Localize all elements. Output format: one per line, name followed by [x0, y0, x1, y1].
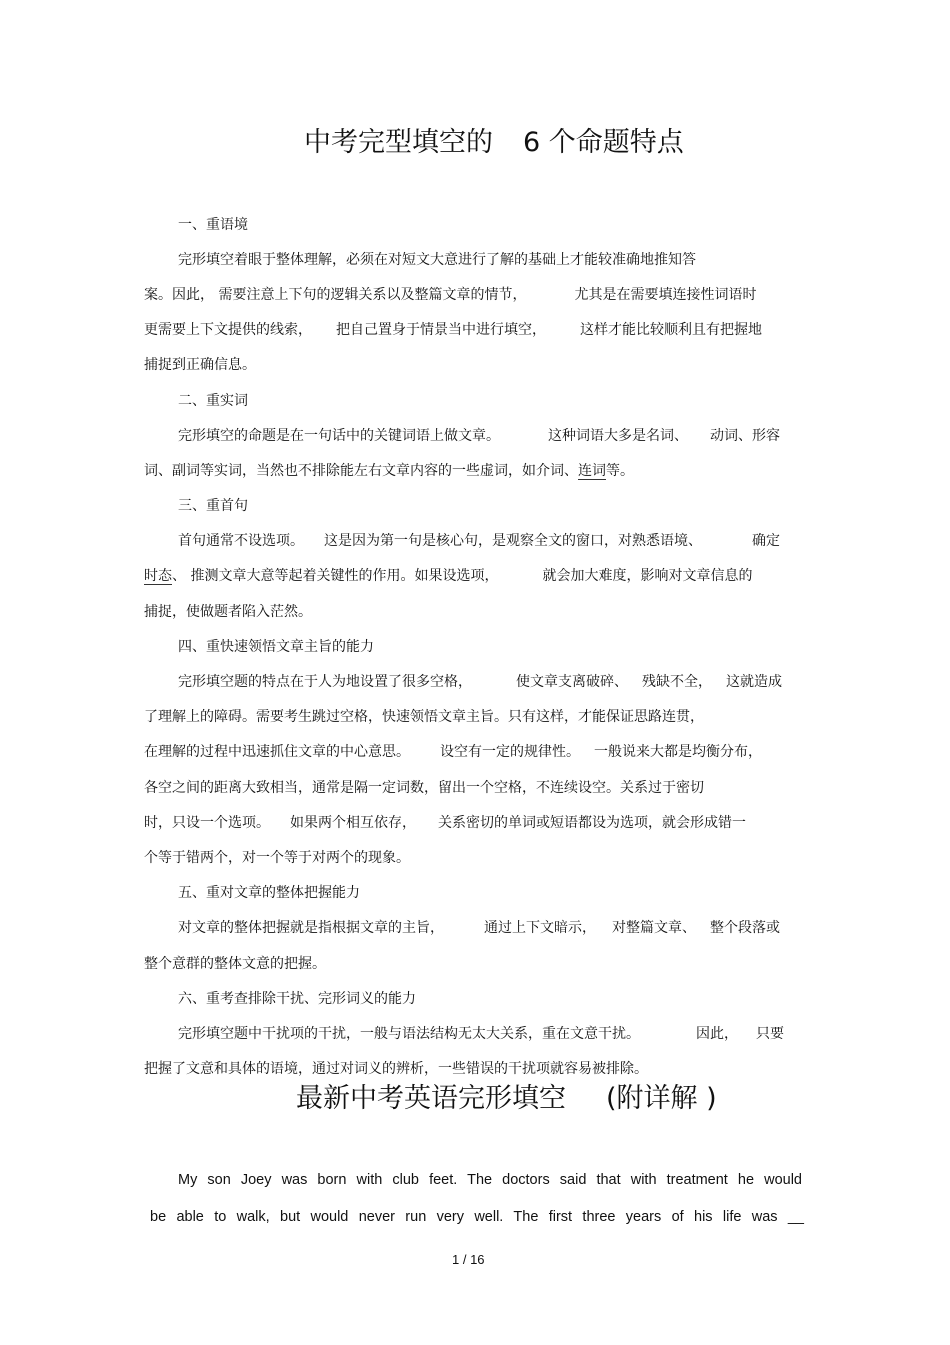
section-title — [296, 1082, 717, 1116]
paragraph-line: 词、副词等实词，当然也不排除能左右文章内容的一些虚词，如介词、连词等。 — [144, 463, 634, 479]
paragraph-line: 了理解上的障碍。需要考生跳过空格，快速领悟文章主旨。只有这样，才能保证思路连贯， — [144, 709, 704, 725]
section-heading-3: 三、重首句 — [178, 498, 248, 514]
paragraph-line: 首句通常不设选项。 这是因为第一句是核心句，是观察全文的窗口，对熟悉语境、 确定 — [178, 533, 780, 549]
paragraph-line: 完形填空的命题是在一句话中的关键词语上做文章。 这种词语大多是名词、 动词、形容 — [178, 428, 780, 444]
page-title — [304, 126, 684, 160]
paragraph-line: 对文章的整体把握就是指根据文章的主旨， 通过上下文暗示， 对整篇文章、 整个段落或 — [178, 920, 780, 936]
english-passage-line: be able to walk, but would never run very well. The first three years of his life was __ — [150, 1209, 804, 1225]
paragraph-line: 在理解的过程中迅速抓住文章的中心意思。 设空有一定的规律性。 一般说来大都是均衡分布， — [144, 744, 762, 760]
title-part-right: 6 个命题特点 — [523, 127, 684, 158]
section-heading-4: 四、重快速领悟文章主旨的能力 — [178, 639, 374, 655]
paragraph-line: 时态、 推测文章大意等起着关键性的作用。如果设选项， 就会加大难度，影响对文章信息的 — [144, 568, 753, 584]
paragraph-line: 更需要上下文提供的线索， 把自己置身于情景当中进行填空， 这样才能比较顺利且有把握地 — [144, 322, 762, 338]
paragraph-line: 案。因此， 需要注意上下句的逻辑关系以及整篇文章的情节， 尤其是在需要填连接性词语时 — [144, 287, 757, 303]
underlined-term: 连词 — [578, 463, 606, 479]
title-part-left: 最新中考英语完形填空 — [296, 1083, 566, 1114]
paragraph-line: 捕捉，使做题者陷入茫然。 — [144, 604, 312, 620]
section-heading-6: 六、重考查排除干扰、完形词义的能力 — [178, 991, 416, 1007]
paragraph-line: 时，只设一个选项。 如果两个相互依存， 关系密切的单词或短语都设为选项，就会形成错一 — [144, 815, 746, 831]
section-heading-5: 五、重对文章的整体把握能力 — [178, 885, 360, 901]
paragraph-line: 把握了文意和具体的语境，通过对词义的辨析，一些错误的干扰项就容易被排除。 — [144, 1061, 648, 1077]
section-heading-2: 二、重实词 — [178, 393, 248, 409]
paragraph-line: 各空之间的距离大致相当，通常是隔一定词数，留出一个空格，不连续设空。关系过于密切 — [144, 780, 704, 796]
page-number: 1 / 16 — [452, 1252, 485, 1267]
paragraph-line: 完形填空着眼于整体理解，必须在对短文大意进行了解的基础上才能较准确地推知答 — [178, 252, 696, 268]
paragraph-line: 捕捉到正确信息。 — [144, 357, 256, 373]
paragraph-line: 完形填空题的特点在于人为地设置了很多空格， 使文章支离破碎、 残缺不全， 这就造成 — [178, 674, 782, 690]
paragraph-line: 完形填空题中干扰项的干扰，一般与语法结构无太大关系，重在文意干扰。 因此， 只要 — [178, 1026, 784, 1042]
title-part-left: 中考完型填空的 — [304, 127, 493, 158]
section-heading-1: 一、重语境 — [178, 217, 248, 233]
paragraph-line: 整个意群的整体文意的把握。 — [144, 956, 326, 972]
english-passage-line: My son Joey was born with club feet. The doctors said that with treatment he would — [178, 1172, 802, 1188]
paragraph-line: 个等于错两个，对一个等于对两个的现象。 — [144, 850, 410, 866]
title-part-right: (附详解 ) — [606, 1083, 717, 1114]
underlined-term: 时态 — [144, 568, 172, 584]
